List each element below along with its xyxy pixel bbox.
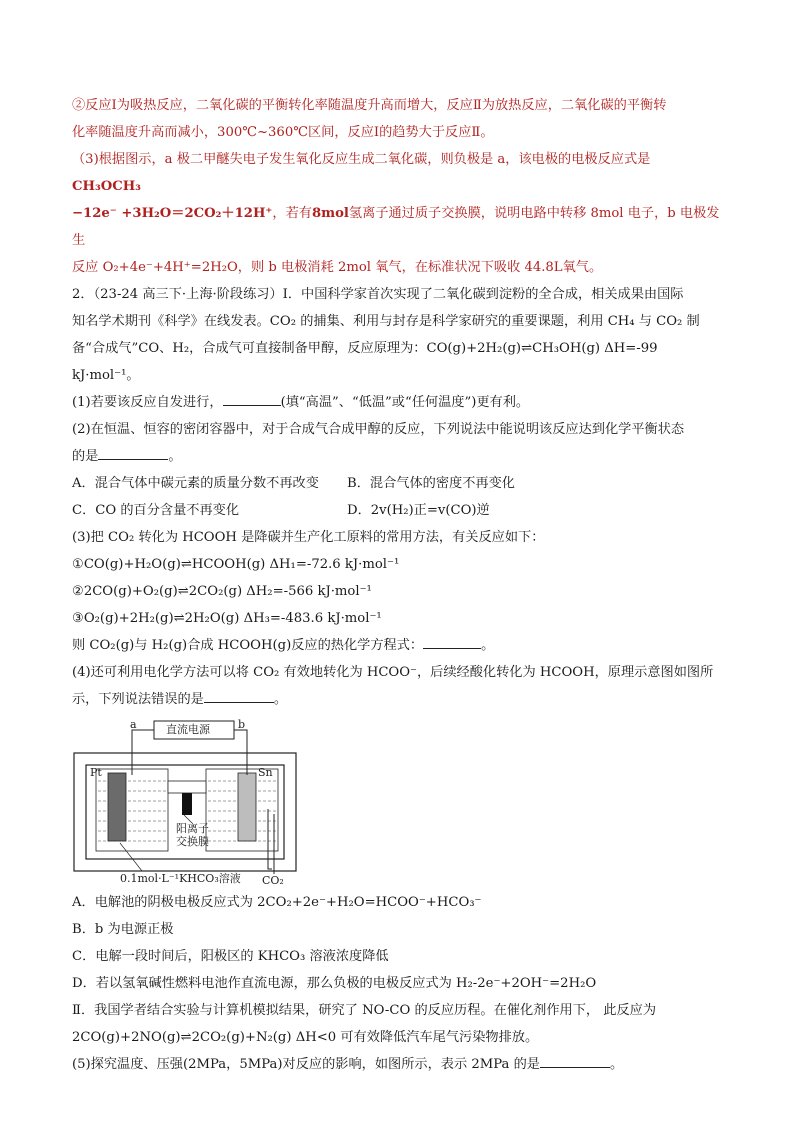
q4-option-d: D．若以氢氧碱性燃料电池作直流电源，那么负极的电极反应式为 H₂-2e⁻+2OH⁻=2H₂O: [72, 976, 597, 991]
electrolysis-cell-svg: [72, 719, 312, 887]
question-5: (5)探究温度、压强(2MPa，5MPa)对反应的影响，如图所示，表示 2MPa 的是 。: [72, 1051, 722, 1078]
q4-option-a: A．电解池的阴极电极反应式为 2CO₂+2e⁻+H₂O=HCOO⁻+HCO₃⁻: [72, 895, 482, 910]
power-supply-label: 直流电源: [166, 723, 210, 736]
question-intro-1: 2．（23-24 高三下·上海·阶段练习）Ⅰ．中国科学家首次实现了二氧化碳到淀粉的全合成，相关成果由国际: [72, 287, 684, 302]
q4-option-c: C．电解一段时间后，阳极区的 KHCO₃ 溶液浓度降低: [72, 949, 389, 964]
question-4-cont: 示，下列说法错误的是 。: [72, 686, 722, 713]
sn-electrode-label: Sn: [258, 766, 273, 779]
membrane-label-line2: 交换膜: [176, 835, 209, 848]
answer-blank-2[interactable]: [98, 445, 168, 460]
part-2-intro: Ⅱ．我国学者结合实验与计算机模拟结果，研究了 NO-CO 的反应历程。在催化剂作用下， 此反应为: [72, 1003, 657, 1018]
question-2-cont: 的是 。: [72, 443, 722, 470]
q3-reaction-3: ③O₂(g)+2H₂(g)⇌2H₂O(g) ΔH₃=-483.6 kJ·mol⁻¹: [72, 611, 382, 626]
question-1: (1)若要该反应自发进行， (填“高温”、“低温”或“任何温度”)更有利。: [72, 389, 722, 416]
answer-blank-1[interactable]: [223, 391, 281, 406]
pt-electrode-label: Pt: [90, 766, 102, 779]
answer-line-5: 反应 O₂+4e⁻+4H⁺=2H₂O，则 b 电极消耗 2mol 氧气，在标准状况下吸收 44.8L氧气。: [72, 260, 603, 275]
question-2: (2)在恒温、恒容的密闭容器中，对于合成气合成甲醇的反应，下列说法中能说明该反应达到化学平衡状态: [72, 422, 685, 437]
answer-blank-5[interactable]: [540, 1053, 610, 1068]
answer-line-1: ②反应Ⅰ为吸热反应，二氧化碳的平衡转化率随温度升高而增大，反应Ⅱ为放热反应，二氧化碳的平衡转: [72, 98, 667, 113]
q2-option-a: A．混合气体中碳元素的质量分数不再改变: [72, 476, 319, 491]
part-2-reaction: 2CO(g)+2NO(g)⇌2CO₂(g)+N₂(g) ΔH<0 可有效降低汽车尾气污染物排放。: [72, 1030, 539, 1045]
q2-options-row-1: [72, 470, 722, 497]
question-4: (4)还可利用电化学方法可以将 CO₂ 有效地转化为 HCOO⁻，后续经酸化转化为 HCOOH，原理示意图如图所: [72, 665, 714, 680]
q2-option-c: C．CO 的百分含量不再变化: [72, 503, 240, 518]
membrane-label-line1: 阳离子: [176, 822, 209, 835]
q3-reaction-1: ①CO(g)+H₂O(g)⇌HCOOH(g) ΔH₁=-72.6 kJ·mol⁻¹: [72, 557, 400, 572]
question-intro-2: 知名学术期刊《科学》在线发表。CO₂ 的捕集、利用与封存是科学家研究的重要课题，利用 CH₄ 与 CO₂ 制: [72, 314, 700, 329]
q2-option-b: B．混合气体的密度不再变化: [347, 476, 515, 491]
q4-option-b: B．b 为电源正极: [72, 922, 174, 937]
answer-blank-3[interactable]: [423, 634, 481, 649]
answer-blank-4[interactable]: [204, 688, 274, 703]
question-3: (3)把 CO₂ 转化为 HCOOH 是降碳并生产化工原料的常用方法，有关反应如下：: [72, 530, 545, 545]
document-page: [72, 92, 722, 1078]
answer-line-3: （3)根据图示，a 极二甲醚失电子发生氧化反应生成二氧化碳，则负极是 a，该电极的电极反应式是 CH₃OCH₃: [72, 152, 651, 194]
solution-label: 0.1mol·L⁻¹KHCO₃溶液: [120, 872, 241, 885]
answer-line-4: −12e⁻ +3H₂O＝2CO₂＋12H⁺，若有8mol氢离子通过质子交换膜，说明电路中转移 8mol 电子，b 电极发生: [72, 206, 720, 248]
electrolysis-diagram: [72, 719, 312, 887]
question-intro-3: 备“合成气”CO、H₂，合成气可直接制备甲醇，反应原理为：CO(g)+2H₂(g)⇌CH₃OH(g) ΔH=-99 kJ·mol⁻¹。: [72, 341, 658, 383]
q3-ask: 则 CO₂(g)与 H₂(g)合成 HCOOH(g)反应的热化学方程式： 。: [72, 632, 722, 659]
terminal-a-label: a: [130, 718, 137, 731]
answer-line-2: 化率随温度升高而减小，300℃~360℃区间，反应Ⅰ的趋势大于反应Ⅱ。: [72, 125, 494, 140]
terminal-b-label: b: [238, 718, 246, 731]
co2-inlet-label: CO₂: [262, 874, 284, 887]
q2-option-d: D．2v(H₂)正=v(CO)逆: [347, 503, 490, 518]
q3-reaction-2: ②2CO(g)+O₂(g)⇌2CO₂(g) ΔH₂=-566 kJ·mol⁻¹: [72, 584, 372, 599]
q2-options-row-2: [72, 497, 722, 524]
